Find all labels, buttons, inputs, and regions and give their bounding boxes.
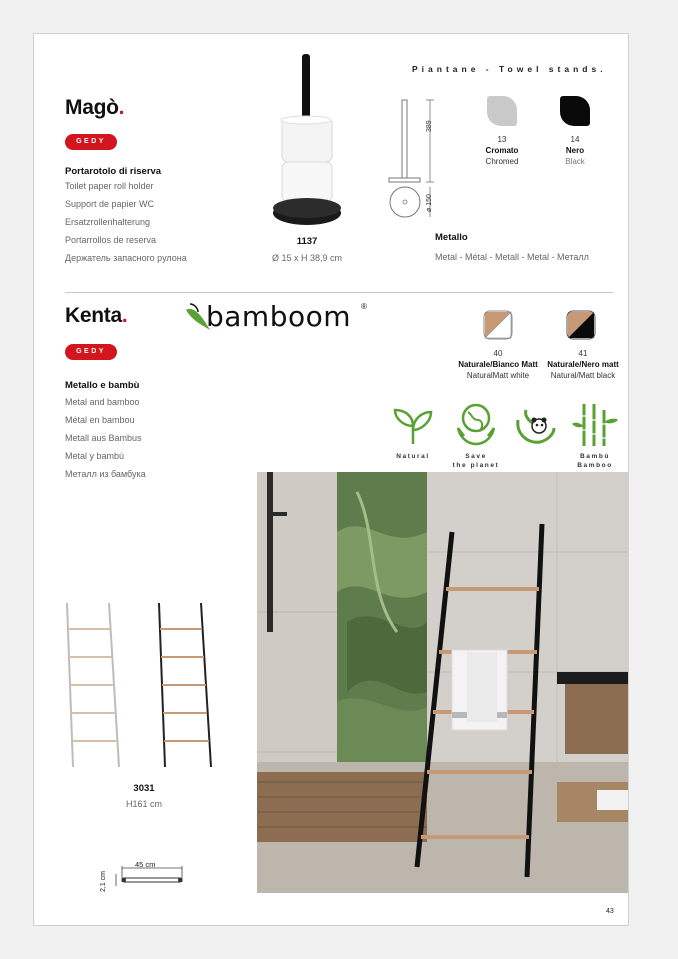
bamboom-trademark: ® bbox=[361, 302, 367, 311]
kenta-desc-de: Metall aus Bambus bbox=[65, 433, 142, 443]
mago-diameter-label: ø 150 bbox=[426, 194, 433, 212]
kenta-title: Kenta. bbox=[65, 304, 128, 327]
kenta-product-code: 3031 bbox=[133, 783, 155, 794]
finish-label-black: 14 Nero Black bbox=[565, 135, 585, 166]
mago-title: Magò. bbox=[65, 96, 125, 119]
kenta-width-label: 45 cm bbox=[135, 860, 156, 869]
icon-label-save-planet: Save the planet bbox=[452, 453, 500, 469]
page-number: 43 bbox=[606, 908, 614, 915]
catalog-page bbox=[33, 33, 629, 926]
panda-icon bbox=[512, 402, 558, 448]
mago-height-label: 389 bbox=[426, 120, 433, 132]
icon-label-natural: Natural bbox=[396, 453, 430, 460]
finish-swatch-black[interactable] bbox=[560, 96, 590, 126]
finish-swatch-natural-black[interactable] bbox=[565, 309, 597, 341]
section-tagline: Piantane - Towel stands. bbox=[412, 64, 607, 74]
kenta-ladder-black-drawing bbox=[151, 599, 221, 771]
mago-desc-main: Portarotolo di riserva bbox=[65, 166, 162, 177]
mago-desc-fr: Support de papier WC bbox=[65, 199, 155, 209]
mago-brand-badge: GEDY bbox=[65, 134, 117, 150]
mago-product-image bbox=[262, 52, 352, 230]
finish-swatch-chromed[interactable] bbox=[487, 96, 517, 126]
kenta-desc-en: Metal and bamboo bbox=[65, 397, 140, 407]
mago-product-code: 1137 bbox=[296, 236, 318, 247]
kenta-technical-drawing bbox=[106, 866, 186, 888]
mago-desc-de: Ersatzrollenhalterung bbox=[65, 217, 151, 227]
mago-desc-es: Portarrollos de reserva bbox=[65, 235, 157, 245]
save-planet-icon bbox=[454, 402, 498, 448]
icon-label-bamboo: Bambù Bamboo bbox=[577, 453, 613, 469]
finish-label-natural-black: 41 Naturale/Nero matt Natural/Matt black bbox=[547, 349, 619, 380]
finish-label-chromed: 13 Cromato Chromed bbox=[485, 135, 519, 166]
mago-product-size: Ø 15 x H 38,9 cm bbox=[271, 253, 343, 263]
finish-label-natural-white: 40 Naturale/Bianco Matt NaturalMatt white bbox=[458, 349, 538, 380]
mago-desc-en: Toilet paper roll holder bbox=[65, 181, 154, 191]
kenta-desc-es: Metal y bambù bbox=[65, 451, 125, 461]
leaf-sprout-icon bbox=[391, 404, 435, 448]
kenta-desc-fr: Métal en bambou bbox=[65, 415, 135, 425]
kenta-bathroom-photo bbox=[257, 472, 629, 893]
bamboo-icon bbox=[572, 402, 620, 448]
mago-material-title: Metallo bbox=[435, 232, 468, 243]
kenta-desc-main: Metallo e bambù bbox=[65, 380, 140, 391]
finish-swatch-natural-white[interactable] bbox=[482, 309, 514, 341]
mago-material-translations: Metal - Métal - Metall - Metal - Металл bbox=[435, 252, 589, 262]
kenta-desc-ru: Металл из бамбука bbox=[65, 469, 146, 479]
kenta-product-size: H161 cm bbox=[125, 799, 162, 809]
section-divider bbox=[65, 292, 613, 293]
bamboom-logo-text: bamboom bbox=[206, 300, 352, 333]
mago-desc-ru: Держатель запасного рулона bbox=[65, 253, 187, 263]
kenta-ladder-white-drawing bbox=[59, 599, 129, 771]
kenta-brand-badge: GEDY bbox=[65, 344, 117, 360]
kenta-depth-label: 2,1 cm bbox=[100, 870, 107, 892]
